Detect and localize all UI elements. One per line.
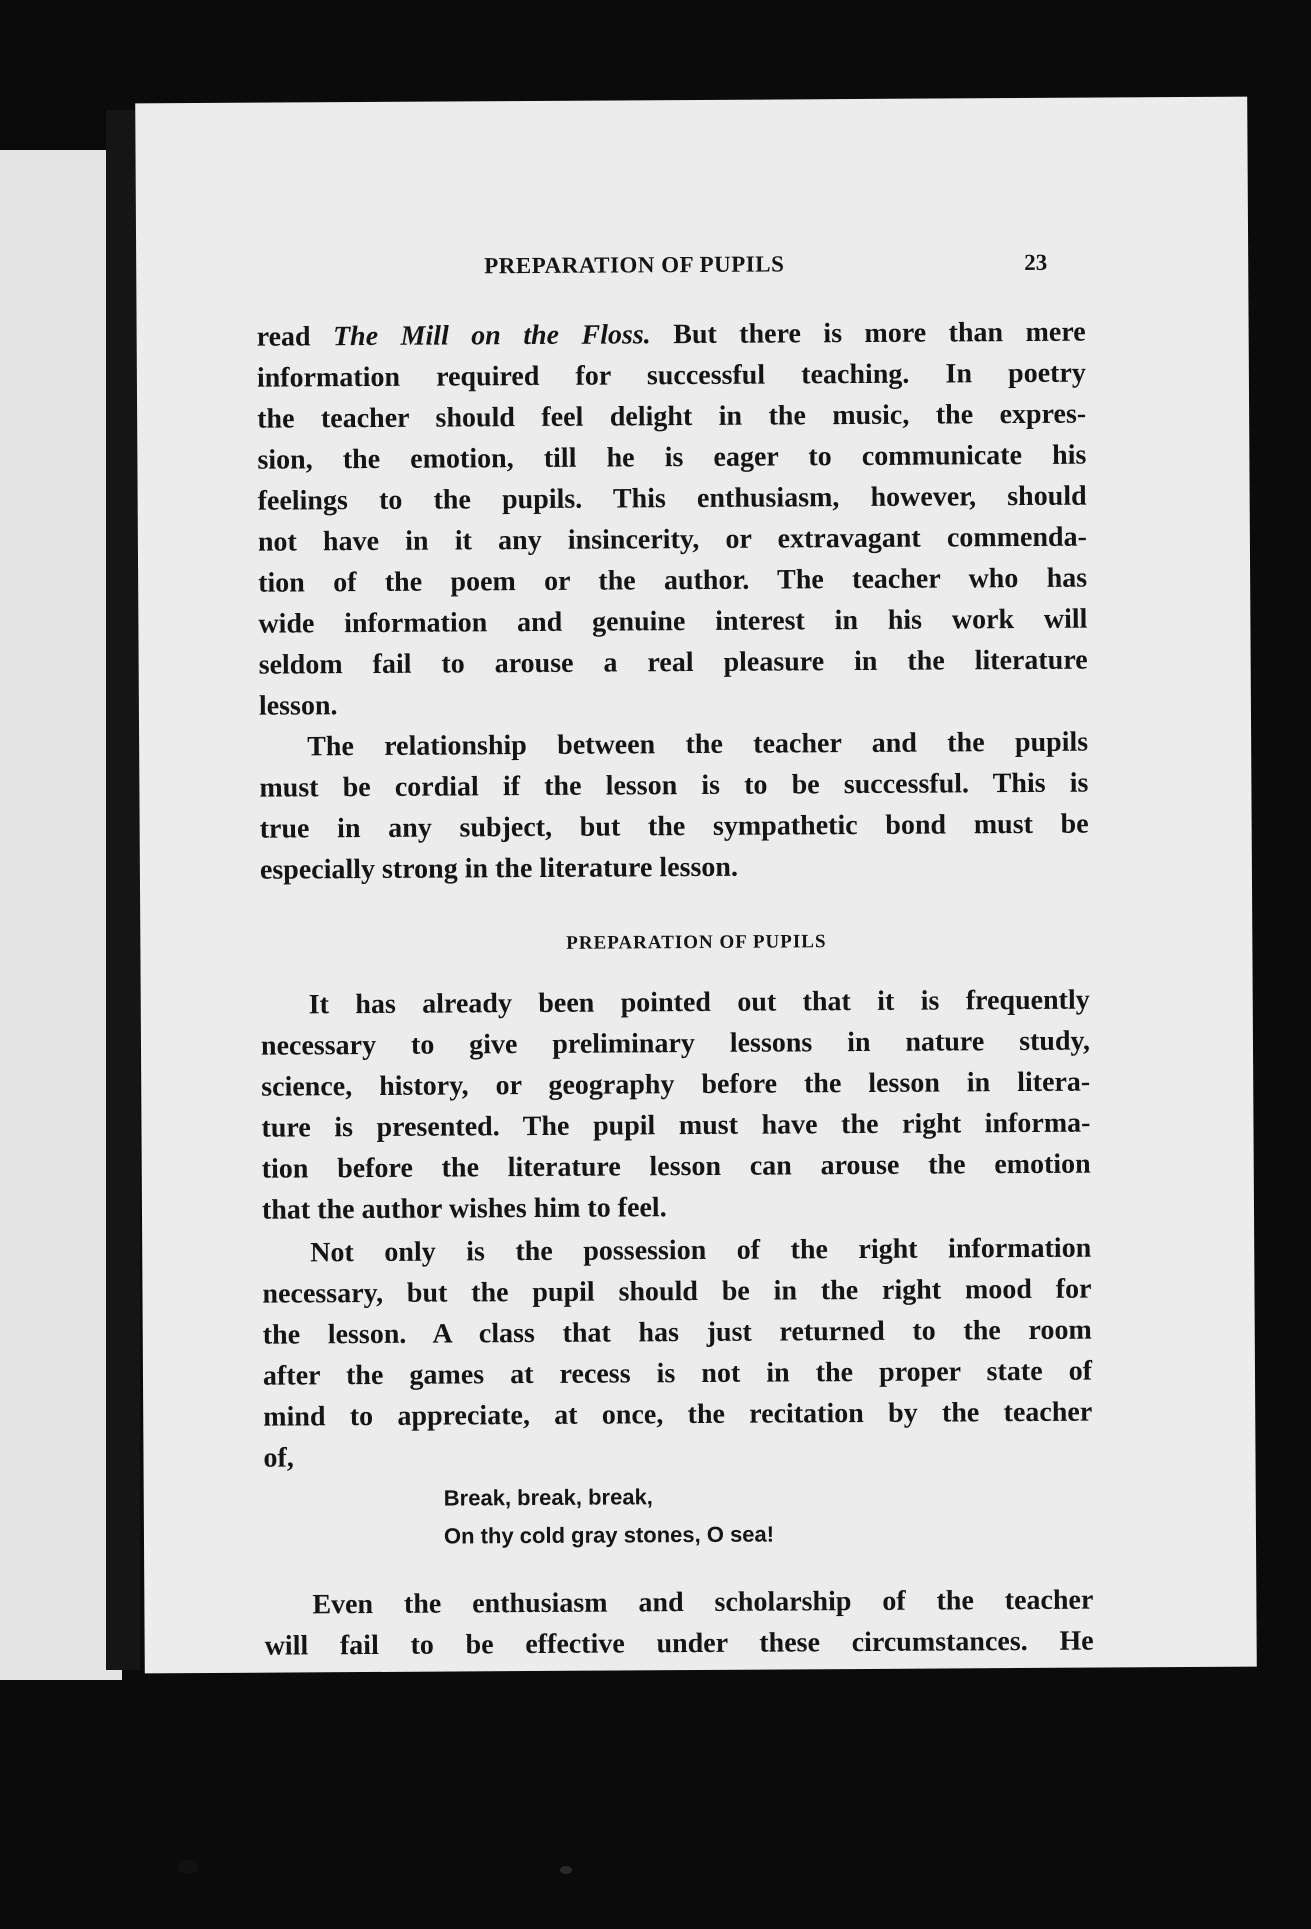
verse-line: Break, break, break,	[443, 1484, 653, 1511]
scan-artifact	[178, 1860, 198, 1874]
paragraph-1	[257, 312, 1088, 727]
text-line: science, history, or geography before the lesson in litera-	[261, 1066, 1091, 1103]
text-line: information required for successful teaching. In poetry	[256, 357, 1086, 394]
book-page	[135, 97, 1257, 1674]
verse-quotation	[444, 1478, 775, 1556]
text-line: mind to appreciate, at once, the recitation by the teacher	[263, 1396, 1093, 1433]
text-line: It has already been pointed out that it is frequently	[308, 984, 1090, 1021]
left-page-edge	[0, 150, 122, 1680]
paragraph-5	[264, 1580, 1093, 1667]
paragraph-3	[261, 980, 1091, 1231]
text-line: true in any subject, but the sympathetic bond must be	[259, 808, 1089, 845]
text-line: the teacher should feel delight in the music, the expres-	[257, 398, 1087, 435]
text-line: ture is presented. The pupil must have the right informa-	[261, 1107, 1091, 1144]
text-line: necessary, but the pupil should be in the right mood for	[262, 1273, 1092, 1310]
section-heading: PREPARATION OF PUPILS	[566, 931, 827, 954]
text-line: wide information and genuine interest in his work will	[258, 603, 1088, 640]
text-line: must be cordial if the lesson is to be successful. This is	[259, 767, 1089, 804]
page-number: 23	[1024, 249, 1048, 275]
text-line: not have in it any insincerity, or extravagant commenda-	[257, 521, 1087, 558]
text-line: Even the enthusiasm and scholarship of the teacher	[312, 1584, 1094, 1621]
text-line: Not only is the possession of the right information	[310, 1232, 1092, 1269]
text-line: of,	[263, 1442, 294, 1474]
running-head	[136, 249, 1248, 296]
text-line: necessary to give preliminary lessons in nature study,	[260, 1025, 1091, 1062]
book-gutter	[106, 110, 140, 1670]
text-line: seldom fail to arouse a real pleasure in the literature	[258, 644, 1088, 681]
text-line: The relationship between the teacher and the pupils	[307, 726, 1089, 763]
text-line: especially strong in the literature lesson.	[259, 851, 739, 886]
paragraph-4	[262, 1228, 1092, 1479]
text-line: sion, the emotion, till he is eager to communicate his	[257, 439, 1087, 476]
text-line: will fail to be effective under these circumstances. He	[264, 1625, 1094, 1662]
running-head-title: PREPARATION OF PUPILS	[484, 251, 785, 279]
text-line: tion of the poem or the author. The teacher who has	[258, 562, 1088, 599]
paragraph-2	[259, 722, 1089, 891]
verse-line: On thy cold gray stones, O sea!	[443, 1521, 775, 1549]
text-line: that the author wishes him to feel.	[261, 1192, 667, 1226]
text-line: after the games at recess is not in the proper state of	[262, 1355, 1093, 1392]
text-line: the lesson. A class that has just returned to the room	[262, 1314, 1092, 1351]
text-line: lesson.	[258, 690, 338, 722]
scan-artifact	[560, 1866, 572, 1874]
text-line: feelings to the pupils. This enthusiasm, however, should	[257, 480, 1087, 517]
text-line: tion before the literature lesson can arouse the emotion	[261, 1148, 1091, 1185]
text-line: read The Mill on the Floss. But there is more than mere	[256, 316, 1086, 353]
